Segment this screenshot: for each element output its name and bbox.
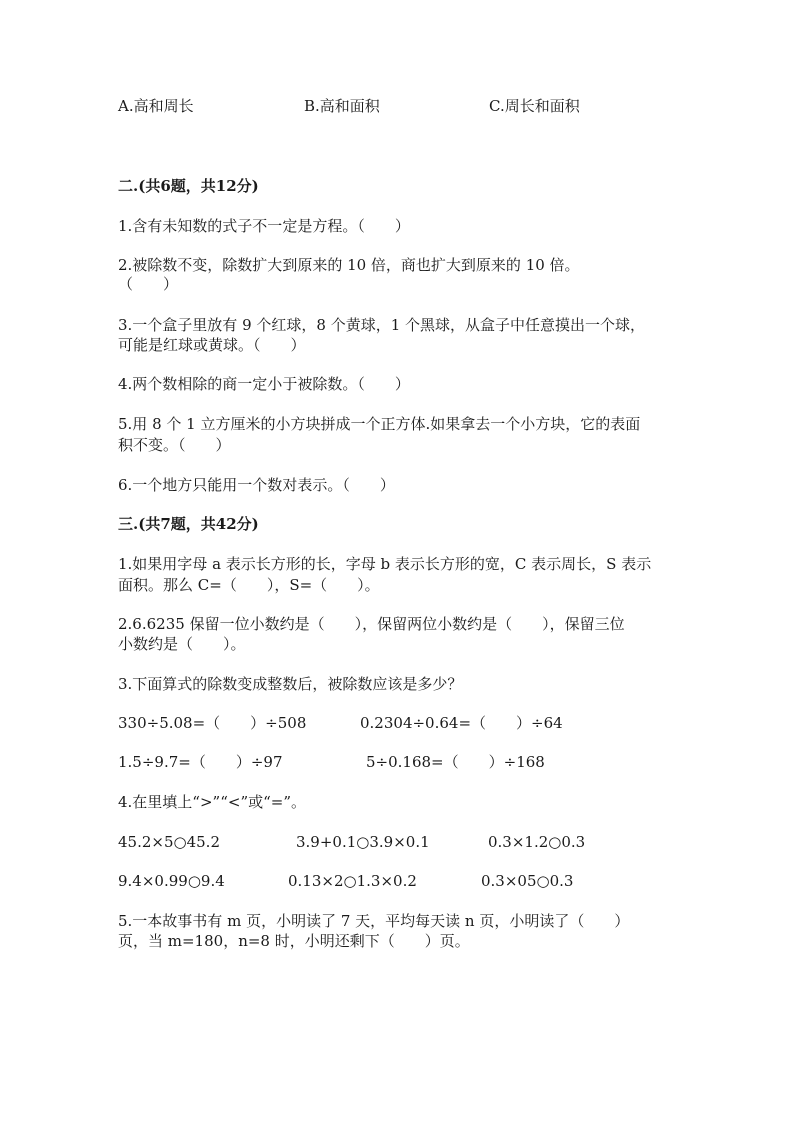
s3-q4-compare-2: 3.9+0.1○3.9×0.1 [296,833,430,851]
s3-q4-compare-1: 45.2×5○45.2 [118,833,220,851]
s3-question-2-line-1: 2.6.6235 保留一位小数约是（ ），保留两位小数约是（ ），保留三位 [118,615,625,633]
s3-q3-expr-4: 5÷0.168=（ ）÷168 [366,753,545,771]
section-2-heading: 二.(共6题，共12分) [118,177,259,195]
s3-question-5-line-1: 5.一本故事书有 m 页，小明读了 7 天，平均每天读 n 页，小明读了（ ） [118,912,630,930]
s3-question-4: 4.在里填上“>”“<”或“=”。 [118,793,307,811]
s2-question-6: 6.一个地方只能用一个数对表示。（ ） [118,476,395,494]
s3-q3-expr-2: 0.2304÷0.64=（ ）÷64 [360,714,563,732]
option-c: C.周长和面积 [489,97,580,115]
s2-question-5-line-2: 积不变。（ ） [118,436,231,454]
s2-question-4: 4.两个数相除的商一定小于被除数。（ ） [118,375,410,393]
s3-q4-compare-5: 0.13×2○1.3×0.2 [288,872,417,890]
s2-question-2-line-1: 2.被除数不变，除数扩大到原来的 10 倍，商也扩大到原来的 10 倍。 [118,256,580,274]
s3-question-3: 3.下面算式的除数变成整数后，被除数应该是多少？ [118,675,463,693]
s3-question-1-line-1: 1.如果用字母 a 表示长方形的长，字母 b 表示长方形的宽，C 表示周长，S 表示 [118,555,652,573]
s3-question-2-line-2: 小数约是（ ）。 [118,635,246,653]
s3-question-1-line-2: 面积。那么 C=（ ），S=（ ）。 [118,576,380,594]
s3-q3-expr-1: 330÷5.08=（ ）÷508 [118,714,307,732]
s3-q4-compare-3: 0.3×1.2○0.3 [488,833,586,851]
option-b: B.高和面积 [304,97,380,115]
s3-q3-expr-3: 1.5÷9.7=（ ）÷97 [118,753,283,771]
s2-question-1: 1.含有未知数的式子不一定是方程。（ ） [118,217,410,235]
s2-question-3-line-2: 可能是红球或黄球。（ ） [118,336,306,354]
s3-q4-compare-4: 9.4×0.99○9.4 [118,872,225,890]
s3-question-5-line-2: 页，当 m=180，n=8 时，小明还剩下（ ）页。 [118,932,470,950]
s2-question-3-line-1: 3.一个盒子里放有 9 个红球，8 个黄球，1 个黑球，从盒子中任意摸出一个球， [118,316,646,334]
s3-q4-compare-6: 0.3×05○0.3 [481,872,574,890]
option-a: A.高和周长 [118,97,194,115]
section-3-heading: 三.(共7题，共42分) [118,515,259,533]
s2-question-2-line-2: （ ） [118,275,179,293]
s2-question-5-line-1: 5.用 8 个 1 立方厘米的小方块拼成一个正方体.如果拿去一个小方块，它的表面 [118,415,641,433]
